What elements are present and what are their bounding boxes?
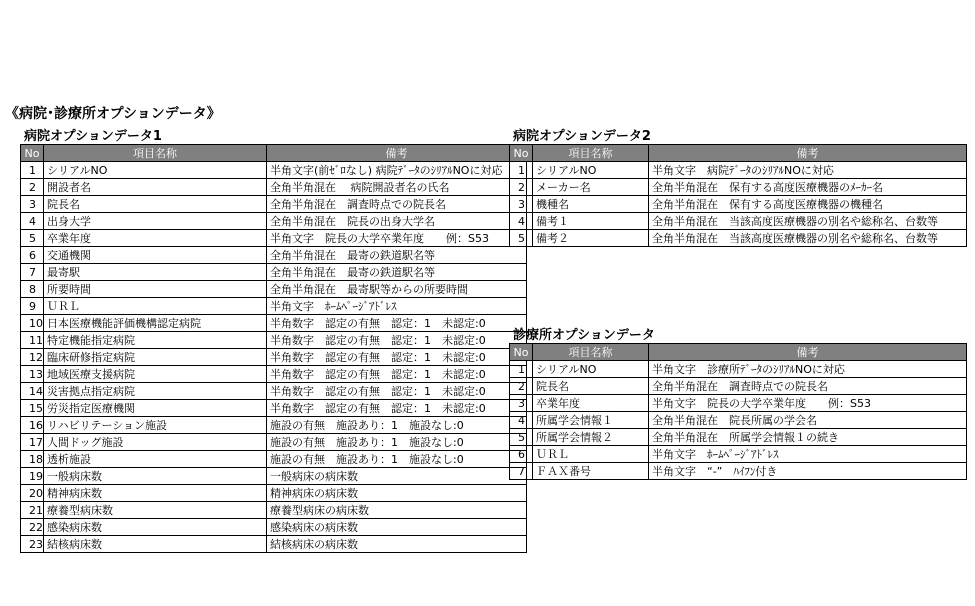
- table-row: [21, 281, 527, 298]
- row-note-cell: 半角文字 “-” ﾊｲﾌﾝ付き: [649, 463, 967, 480]
- page-title: 《病院･診療所オプションデータ》: [5, 106, 221, 122]
- row-no-cell: 19: [21, 468, 44, 485]
- row-note-cell: 半角数字 認定の有無 認定：1 未認定:0: [267, 383, 527, 400]
- row-item-cell: メーカー名: [533, 179, 649, 196]
- table-header-row: [510, 344, 967, 361]
- row-item-cell: ＵＲＬ: [44, 298, 267, 315]
- row-no-cell: 5: [510, 230, 533, 247]
- row-item-cell: 臨床研修指定病院: [44, 349, 267, 366]
- table-row: [510, 196, 967, 213]
- table-row: [510, 412, 967, 429]
- row-no-cell: 16: [21, 417, 44, 434]
- table-row: [21, 451, 527, 468]
- row-no-cell: 10: [21, 315, 44, 332]
- row-note-cell: 半角数字 認定の有無 認定：1 未認定:0: [267, 349, 527, 366]
- row-no-cell: 23: [21, 536, 44, 553]
- row-note-cell: 全角半角混在 院長の出身大学名: [267, 213, 527, 230]
- row-item-cell: 卒業年度: [44, 230, 267, 247]
- row-note-cell: 全角半角混在 保有する高度医療機器のﾒｰｶｰ名: [649, 179, 967, 196]
- row-note-cell: 療養型病床の病床数: [267, 502, 527, 519]
- row-no-cell: 7: [510, 463, 533, 480]
- table-row: [21, 468, 527, 485]
- table-row: [510, 395, 967, 412]
- row-item-cell: シリアルNO: [533, 361, 649, 378]
- row-note-cell: 全角半角混在 最寄駅等からの所要時間: [267, 281, 527, 298]
- row-item-cell: 所属学会情報１: [533, 412, 649, 429]
- row-no-cell: 3: [21, 196, 44, 213]
- column-header-item: 項目名称: [533, 145, 649, 162]
- row-note-cell: 施設の有無 施設あり：1 施設なし:0: [267, 451, 527, 468]
- row-item-cell: 交通機関: [44, 247, 267, 264]
- row-item-cell: リハビリテーション施設: [44, 417, 267, 434]
- section-title-hospital-option1: 病院オプションデータ1: [24, 129, 162, 144]
- row-no-cell: 8: [21, 281, 44, 298]
- row-item-cell: 機種名: [533, 196, 649, 213]
- table-row: [21, 213, 527, 230]
- row-item-cell: 備考１: [533, 213, 649, 230]
- row-note-cell: 精神病床の病床数: [267, 485, 527, 502]
- row-item-cell: 所要時間: [44, 281, 267, 298]
- row-note-cell: 全角半角混在 最寄の鉄道駅名等: [267, 264, 527, 281]
- table-row: [21, 264, 527, 281]
- row-item-cell: 感染病床数: [44, 519, 267, 536]
- row-no-cell: 9: [21, 298, 44, 315]
- row-no-cell: 5: [510, 429, 533, 446]
- row-no-cell: 7: [21, 264, 44, 281]
- table-row: [510, 463, 967, 480]
- row-note-cell: 全角半角混在 病院開設者名の氏名: [267, 179, 527, 196]
- table-row: [21, 315, 527, 332]
- table-row: [21, 366, 527, 383]
- row-no-cell: 22: [21, 519, 44, 536]
- row-note-cell: 結核病床の病床数: [267, 536, 527, 553]
- row-item-cell: 卒業年度: [533, 395, 649, 412]
- row-note-cell: 全角半角混在 調査時点での院長名: [267, 196, 527, 213]
- table-row: [21, 434, 527, 451]
- row-no-cell: 4: [510, 213, 533, 230]
- section-title-clinic-option: 診療所オプションデータ: [513, 328, 655, 343]
- row-note-cell: 半角数字 認定の有無 認定：1 未認定:0: [267, 315, 527, 332]
- table-row: [21, 247, 527, 264]
- row-note-cell: 半角文字(前ｾﾞﾛなし) 病院ﾃﾞｰﾀのｼﾘｱﾙNOに対応: [267, 162, 527, 179]
- row-note-cell: 施設の有無 施設あり：1 施設なし:0: [267, 417, 527, 434]
- row-item-cell: 透析施設: [44, 451, 267, 468]
- row-item-cell: 出身大学: [44, 213, 267, 230]
- table-row: [21, 519, 527, 536]
- table-row: [21, 196, 527, 213]
- row-no-cell: 2: [510, 378, 533, 395]
- table-header-row: [510, 145, 967, 162]
- column-header-note: 備考: [267, 145, 527, 162]
- row-no-cell: 2: [21, 179, 44, 196]
- table-row: [510, 446, 967, 463]
- row-no-cell: 13: [21, 366, 44, 383]
- clinic-option-table: [509, 343, 967, 480]
- table-row: [21, 230, 527, 247]
- column-header-note: 備考: [649, 344, 967, 361]
- table-row: [21, 179, 527, 196]
- table-row: [21, 298, 527, 315]
- row-item-cell: 結核病床数: [44, 536, 267, 553]
- row-note-cell: 半角文字 ﾎｰﾑﾍﾟｰｼﾞｱﾄﾞﾚｽ: [267, 298, 527, 315]
- table-row: [21, 536, 527, 553]
- row-no-cell: 14: [21, 383, 44, 400]
- row-note-cell: 半角数字 認定の有無 認定：1 未認定:0: [267, 400, 527, 417]
- row-item-cell: 日本医療機能評価機構認定病院: [44, 315, 267, 332]
- table-row: [510, 179, 967, 196]
- row-note-cell: 半角文字 ﾎｰﾑﾍﾟｰｼﾞｱﾄﾞﾚｽ: [649, 446, 967, 463]
- row-no-cell: 2: [510, 179, 533, 196]
- row-note-cell: 感染病床の病床数: [267, 519, 527, 536]
- row-no-cell: 6: [21, 247, 44, 264]
- row-item-cell: ＦＡＸ番号: [533, 463, 649, 480]
- column-header-item: 項目名称: [44, 145, 267, 162]
- row-note-cell: 半角文字 診療所ﾃﾞｰﾀのｼﾘｱﾙNOに対応: [649, 361, 967, 378]
- row-item-cell: 所属学会情報２: [533, 429, 649, 446]
- row-item-cell: 院長名: [533, 378, 649, 395]
- row-item-cell: 労災指定医療機関: [44, 400, 267, 417]
- row-no-cell: 5: [21, 230, 44, 247]
- row-no-cell: 11: [21, 332, 44, 349]
- row-note-cell: 全角半角混在 最寄の鉄道駅名等: [267, 247, 527, 264]
- column-header-no: No: [510, 145, 533, 162]
- row-no-cell: 4: [510, 412, 533, 429]
- row-no-cell: 21: [21, 502, 44, 519]
- row-item-cell: 精神病床数: [44, 485, 267, 502]
- table-row: [510, 378, 967, 395]
- column-header-no: No: [510, 344, 533, 361]
- row-no-cell: 6: [510, 446, 533, 463]
- row-no-cell: 12: [21, 349, 44, 366]
- row-item-cell: 開設者名: [44, 179, 267, 196]
- row-item-cell: 院長名: [44, 196, 267, 213]
- row-item-cell: 地域医療支援病院: [44, 366, 267, 383]
- row-note-cell: 全角半角混在 当該高度医療機器の別名や総称名、台数等: [649, 213, 967, 230]
- row-note-cell: 全角半角混在 院長所属の学会名: [649, 412, 967, 429]
- row-no-cell: 3: [510, 196, 533, 213]
- column-header-no: No: [21, 145, 44, 162]
- row-no-cell: 17: [21, 434, 44, 451]
- row-note-cell: 全角半角混在 調査時点での院長名: [649, 378, 967, 395]
- row-note-cell: 半角文字 院長の大学卒業年度 例：S53: [649, 395, 967, 412]
- row-note-cell: 半角数字 認定の有無 認定：1 未認定:0: [267, 366, 527, 383]
- row-item-cell: 最寄駅: [44, 264, 267, 281]
- row-note-cell: 半角文字 院長の大学卒業年度 例：S53: [267, 230, 527, 247]
- row-item-cell: シリアルNO: [533, 162, 649, 179]
- row-note-cell: 半角文字 病院ﾃﾞｰﾀのｼﾘｱﾙNOに対応: [649, 162, 967, 179]
- table-row: [510, 230, 967, 247]
- row-no-cell: 3: [510, 395, 533, 412]
- row-no-cell: 4: [21, 213, 44, 230]
- table-row: [21, 383, 527, 400]
- hospital-option1-table: [20, 144, 527, 553]
- table-row: [510, 213, 967, 230]
- table-row: [21, 349, 527, 366]
- table-row: [21, 162, 527, 179]
- row-no-cell: 15: [21, 400, 44, 417]
- table-row: [510, 361, 967, 378]
- row-note-cell: 全角半角混在 当該高度医療機器の別名や総称名、台数等: [649, 230, 967, 247]
- column-header-note: 備考: [649, 145, 967, 162]
- row-note-cell: 全角半角混在 所属学会情報１の続き: [649, 429, 967, 446]
- section-title-hospital-option2: 病院オプションデータ2: [513, 129, 651, 144]
- row-item-cell: 災害拠点指定病院: [44, 383, 267, 400]
- row-item-cell: シリアルNO: [44, 162, 267, 179]
- row-no-cell: 1: [21, 162, 44, 179]
- table-row: [21, 485, 527, 502]
- table-header-row: [21, 145, 527, 162]
- row-item-cell: ＵＲＬ: [533, 446, 649, 463]
- column-header-item: 項目名称: [533, 344, 649, 361]
- row-no-cell: 1: [510, 361, 533, 378]
- table-row: [510, 162, 967, 179]
- table-row: [21, 417, 527, 434]
- row-note-cell: 全角半角混在 保有する高度医療機器の機種名: [649, 196, 967, 213]
- row-no-cell: 1: [510, 162, 533, 179]
- row-item-cell: 備考２: [533, 230, 649, 247]
- row-no-cell: 20: [21, 485, 44, 502]
- row-note-cell: 一般病床の病床数: [267, 468, 527, 485]
- table-row: [21, 502, 527, 519]
- table-row: [21, 332, 527, 349]
- row-no-cell: 18: [21, 451, 44, 468]
- table-row: [510, 429, 967, 446]
- row-note-cell: 施設の有無 施設あり：1 施設なし:0: [267, 434, 527, 451]
- row-item-cell: 人間ドッグ施設: [44, 434, 267, 451]
- table-row: [21, 400, 527, 417]
- row-item-cell: 特定機能指定病院: [44, 332, 267, 349]
- row-item-cell: 一般病床数: [44, 468, 267, 485]
- row-note-cell: 半角数字 認定の有無 認定：1 未認定:0: [267, 332, 527, 349]
- hospital-option2-table: [509, 144, 967, 247]
- row-item-cell: 療養型病床数: [44, 502, 267, 519]
